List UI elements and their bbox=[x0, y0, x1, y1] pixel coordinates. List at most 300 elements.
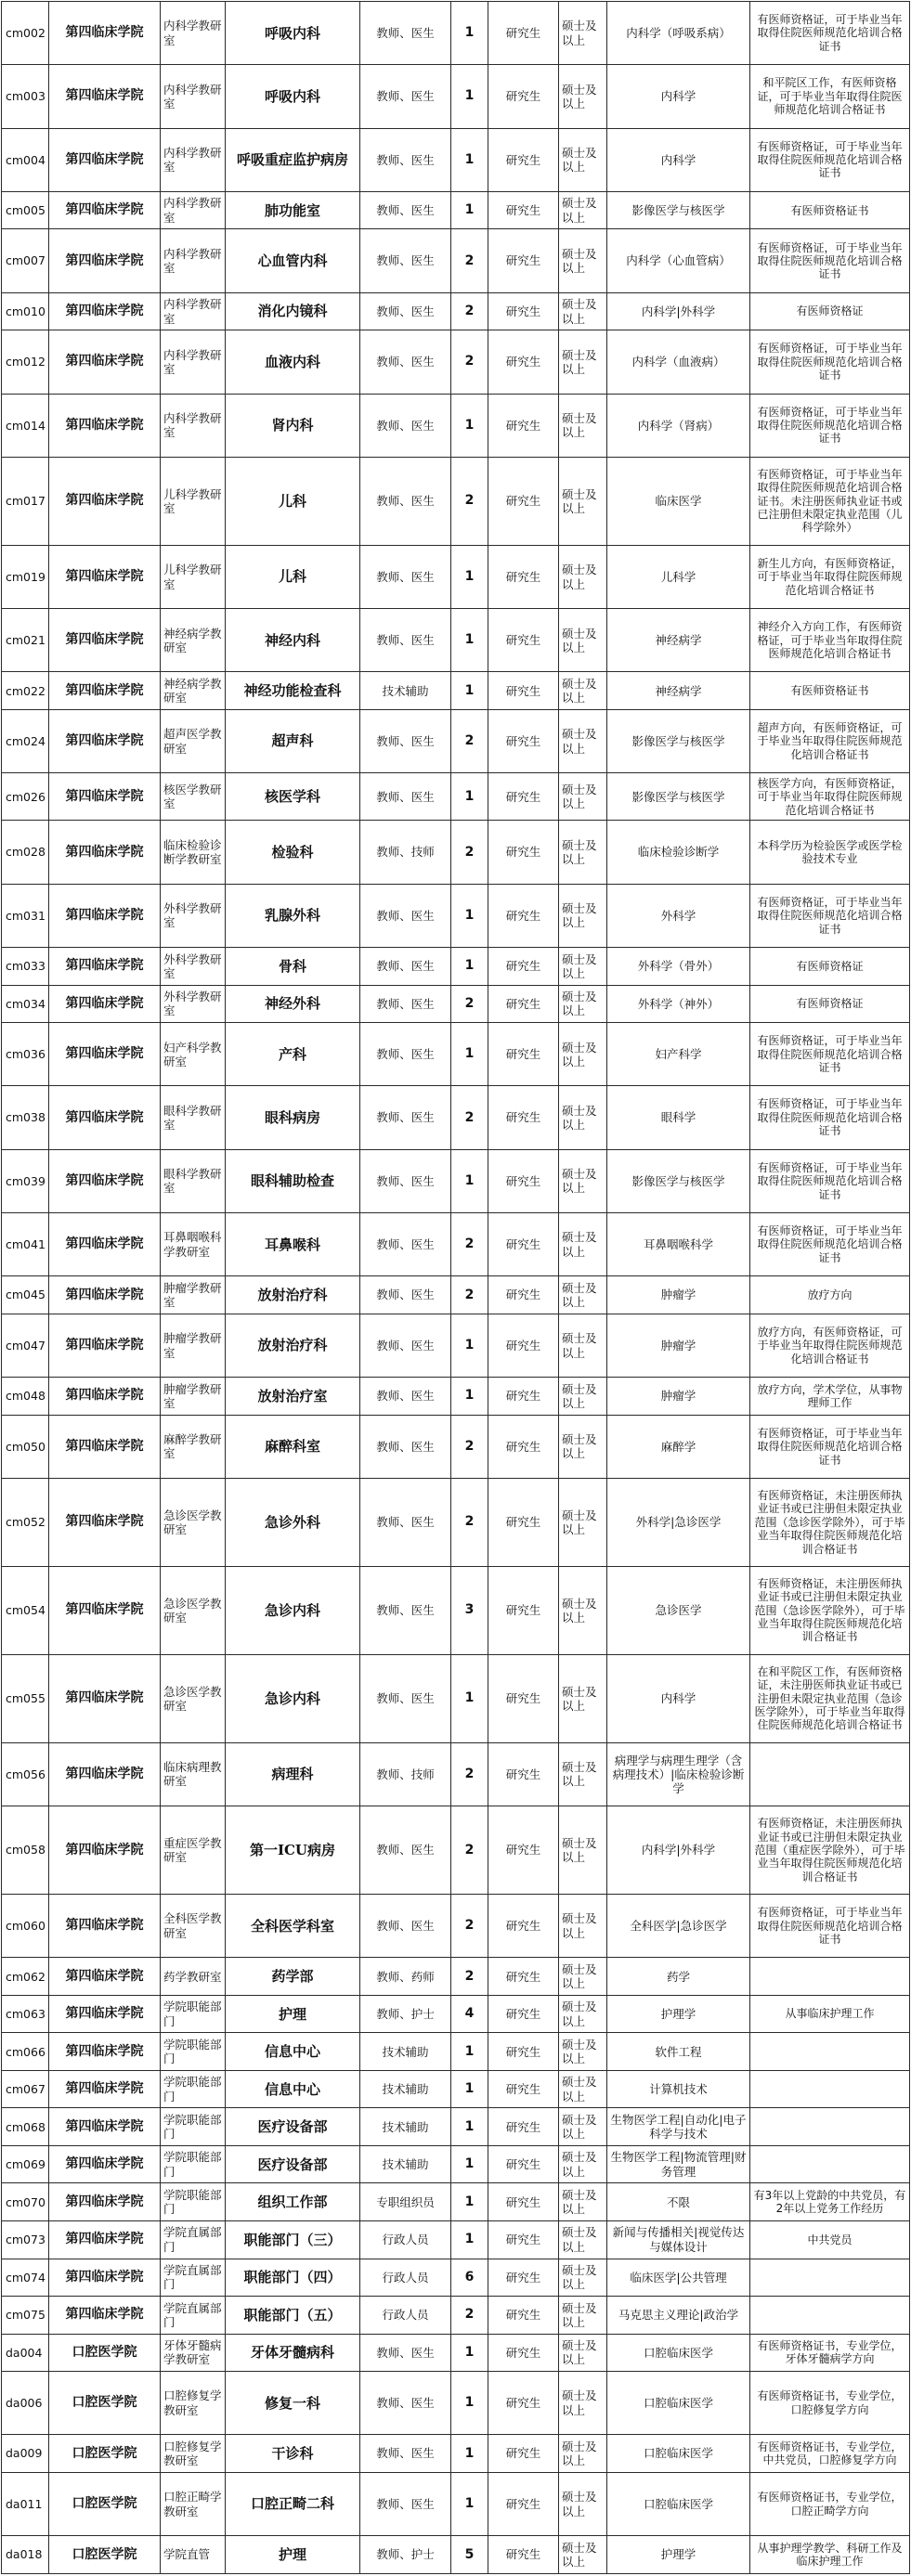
row-headcount: 2 bbox=[451, 1806, 488, 1895]
row-code: cm060 bbox=[2, 1895, 49, 1958]
row-college: 第四临床学院 bbox=[49, 330, 161, 394]
table-row bbox=[2, 292, 910, 330]
row-education: 研究生 bbox=[488, 672, 559, 710]
row-code: cm033 bbox=[2, 948, 49, 986]
row-code: da004 bbox=[2, 2334, 49, 2372]
table-row bbox=[2, 2297, 910, 2335]
row-major: 护理学 bbox=[607, 2536, 750, 2574]
row-degree: 硕士及以上 bbox=[559, 1086, 607, 1149]
row-education: 研究生 bbox=[488, 2297, 559, 2335]
row-department: 外科学教研室 bbox=[161, 985, 226, 1023]
row-education: 研究生 bbox=[488, 1023, 559, 1086]
row-requirement: 有医师资格证，可于毕业当年取得住院医师规范化培训合格证书 bbox=[750, 884, 910, 947]
row-requirement: 有医师资格证，可于毕业当年取得住院医师规范化培训合格证书 bbox=[750, 1895, 910, 1958]
row-major: 内科学（肾病） bbox=[607, 394, 750, 457]
row-major: 生物医学工程|自动化|电子科学与技术 bbox=[607, 2108, 750, 2146]
row-headcount: 1 bbox=[451, 884, 488, 947]
row-headcount: 2 bbox=[451, 1895, 488, 1958]
row-education: 研究生 bbox=[488, 2259, 559, 2297]
row-major: 肿瘤学 bbox=[607, 1314, 750, 1377]
row-position-type: 教师、医生 bbox=[360, 1654, 451, 1742]
row-college: 口腔医学院 bbox=[49, 2334, 161, 2372]
table-row bbox=[2, 985, 910, 1023]
row-education: 研究生 bbox=[488, 128, 559, 191]
row-position-type: 教师、医生 bbox=[360, 330, 451, 394]
row-college: 第四临床学院 bbox=[49, 128, 161, 191]
row-major: 眼科学 bbox=[607, 1086, 750, 1149]
row-major: 内科学（血液病） bbox=[607, 330, 750, 394]
row-education: 研究生 bbox=[488, 1566, 559, 1654]
row-major: 影像医学与核医学 bbox=[607, 191, 750, 229]
row-major: 护理学 bbox=[607, 1995, 750, 2033]
row-major: 麻醉学 bbox=[607, 1415, 750, 1478]
row-education: 研究生 bbox=[488, 1314, 559, 1377]
row-headcount: 1 bbox=[451, 1378, 488, 1416]
row-education: 研究生 bbox=[488, 65, 559, 128]
row-requirement: 有医师资格证，可于毕业当年取得住院医师规范化培训合格证书 bbox=[750, 2, 910, 65]
table-row bbox=[2, 1314, 910, 1377]
row-education: 研究生 bbox=[488, 394, 559, 457]
row-major: 内科学（呼吸系病） bbox=[607, 2, 750, 65]
row-college: 第四临床学院 bbox=[49, 1086, 161, 1149]
row-department: 学院直管 bbox=[161, 2536, 226, 2574]
row-major: 新闻与传播相关|视觉传达与媒体设计 bbox=[607, 2220, 750, 2259]
row-post: 儿科 bbox=[226, 457, 360, 545]
row-college: 第四临床学院 bbox=[49, 2183, 161, 2221]
row-requirement: 核医学方向，有医师资格证，可于毕业当年取得住院医师规范化培训合格证书 bbox=[750, 773, 910, 821]
row-post: 第一ICU病房 bbox=[226, 1806, 360, 1895]
row-headcount: 2 bbox=[451, 1479, 488, 1567]
row-position-type: 教师、医生 bbox=[360, 191, 451, 229]
row-post: 呼吸重症监护病房 bbox=[226, 128, 360, 191]
row-department: 口腔修复学教研室 bbox=[161, 2435, 226, 2473]
row-post: 呼吸内科 bbox=[226, 2, 360, 65]
row-major: 临床医学|公共管理 bbox=[607, 2259, 750, 2297]
row-department: 急诊医学教研室 bbox=[161, 1479, 226, 1567]
row-code: cm010 bbox=[2, 292, 49, 330]
row-position-type: 教师、护士 bbox=[360, 2536, 451, 2574]
table-row bbox=[2, 2259, 910, 2297]
row-college: 第四临床学院 bbox=[49, 545, 161, 608]
row-degree: 硕士及以上 bbox=[559, 2372, 607, 2435]
row-degree: 硕士及以上 bbox=[559, 1479, 607, 1567]
row-requirement: 有医师资格证，可于毕业当年取得住院医师规范化培训合格证书 bbox=[750, 1149, 910, 1212]
row-position-type: 教师、医生 bbox=[360, 229, 451, 292]
row-degree: 硕士及以上 bbox=[559, 2472, 607, 2535]
row-position-type: 技术辅助 bbox=[360, 2070, 451, 2108]
row-position-type: 教师、医生 bbox=[360, 2, 451, 65]
row-degree: 硕士及以上 bbox=[559, 229, 607, 292]
row-code: cm052 bbox=[2, 1479, 49, 1567]
row-degree: 硕士及以上 bbox=[559, 1023, 607, 1086]
row-headcount: 1 bbox=[451, 609, 488, 672]
row-degree: 硕士及以上 bbox=[559, 2297, 607, 2335]
row-post: 超声科 bbox=[226, 709, 360, 772]
row-position-type: 教师、技师 bbox=[360, 1742, 451, 1806]
row-post: 职能部门（三） bbox=[226, 2220, 360, 2259]
row-major: 计算机技术 bbox=[607, 2070, 750, 2108]
row-major: 影像医学与核医学 bbox=[607, 773, 750, 821]
row-college: 第四临床学院 bbox=[49, 1654, 161, 1742]
row-position-type: 教师、医生 bbox=[360, 773, 451, 821]
row-college: 第四临床学院 bbox=[49, 1895, 161, 1958]
row-department: 口腔正畸学教研室 bbox=[161, 2472, 226, 2535]
row-major: 外科学 bbox=[607, 884, 750, 947]
row-degree: 硕士及以上 bbox=[559, 2536, 607, 2574]
row-education: 研究生 bbox=[488, 2472, 559, 2535]
row-department: 外科学教研室 bbox=[161, 948, 226, 986]
table-row bbox=[2, 1213, 910, 1276]
row-position-type: 教师、医生 bbox=[360, 2435, 451, 2473]
row-degree: 硕士及以上 bbox=[559, 884, 607, 947]
row-post: 急诊外科 bbox=[226, 1479, 360, 1567]
row-headcount: 1 bbox=[451, 2, 488, 65]
row-requirement: 放疗方向，有医师资格证，可于毕业当年取得住院医师规范化培训合格证书 bbox=[750, 1314, 910, 1377]
row-major: 全科医学|急诊医学 bbox=[607, 1895, 750, 1958]
row-headcount: 2 bbox=[451, 1276, 488, 1314]
row-position-type: 教师、医生 bbox=[360, 1314, 451, 1377]
row-headcount: 2 bbox=[451, 1958, 488, 1996]
row-position-type: 行政人员 bbox=[360, 2220, 451, 2259]
row-college: 第四临床学院 bbox=[49, 1378, 161, 1416]
row-college: 口腔医学院 bbox=[49, 2472, 161, 2535]
row-department: 学院直属部门 bbox=[161, 2259, 226, 2297]
row-college: 第四临床学院 bbox=[49, 65, 161, 128]
row-department: 口腔修复学教研室 bbox=[161, 2372, 226, 2435]
row-major: 妇产科学 bbox=[607, 1023, 750, 1086]
table-row bbox=[2, 2472, 910, 2535]
row-degree: 硕士及以上 bbox=[559, 1895, 607, 1958]
row-code: cm058 bbox=[2, 1806, 49, 1895]
row-department: 学院直属部门 bbox=[161, 2297, 226, 2335]
row-post: 检验科 bbox=[226, 821, 360, 884]
row-post: 放射治疗室 bbox=[226, 1378, 360, 1416]
row-requirement: 在和平院区工作，有医师资格证，未注册医师执业证书或已注册但未限定执业范围（急诊医学除外），可于毕业当年取得住院医师规范化培训合格证书 bbox=[750, 1654, 910, 1742]
row-requirement: 有医师资格证，未注册医师执业证书或已注册但未限定执业范围（急诊医学除外），可于毕业当年取得住院医师规范化培训合格证书 bbox=[750, 1566, 910, 1654]
row-code: cm055 bbox=[2, 1654, 49, 1742]
row-post: 心血管内科 bbox=[226, 229, 360, 292]
row-code: cm062 bbox=[2, 1958, 49, 1996]
row-degree: 硕士及以上 bbox=[559, 985, 607, 1023]
row-requirement: 有医师资格证，可于毕业当年取得住院医师规范化培训合格证书 bbox=[750, 1415, 910, 1478]
row-requirement bbox=[750, 2070, 910, 2108]
row-post: 组织工作部 bbox=[226, 2183, 360, 2221]
row-education: 研究生 bbox=[488, 1213, 559, 1276]
table-row bbox=[2, 1806, 910, 1895]
row-requirement: 从事护理学教学、科研工作及临床护理工作 bbox=[750, 2536, 910, 2574]
row-position-type: 教师、医生 bbox=[360, 545, 451, 608]
row-degree: 硕士及以上 bbox=[559, 2334, 607, 2372]
row-code: cm048 bbox=[2, 1378, 49, 1416]
row-headcount: 6 bbox=[451, 2259, 488, 2297]
row-degree: 硕士及以上 bbox=[559, 2183, 607, 2221]
row-education: 研究生 bbox=[488, 2183, 559, 2221]
row-department: 眼科学教研室 bbox=[161, 1149, 226, 1212]
table-row bbox=[2, 1479, 910, 1567]
row-degree: 硕士及以上 bbox=[559, 128, 607, 191]
row-headcount: 1 bbox=[451, 65, 488, 128]
row-education: 研究生 bbox=[488, 709, 559, 772]
row-department: 内科学教研室 bbox=[161, 65, 226, 128]
row-department: 神经病学教研室 bbox=[161, 609, 226, 672]
table-row bbox=[2, 1276, 910, 1314]
row-code: cm003 bbox=[2, 65, 49, 128]
row-post: 眼科辅助检查 bbox=[226, 1149, 360, 1212]
row-code: cm036 bbox=[2, 1023, 49, 1086]
row-college: 第四临床学院 bbox=[49, 1213, 161, 1276]
row-education: 研究生 bbox=[488, 2334, 559, 2372]
row-major: 内科学 bbox=[607, 65, 750, 128]
row-major: 神经病学 bbox=[607, 609, 750, 672]
table-row bbox=[2, 394, 910, 457]
table-row bbox=[2, 609, 910, 672]
row-college: 第四临床学院 bbox=[49, 394, 161, 457]
row-requirement: 有医师资格证 bbox=[750, 292, 910, 330]
row-education: 研究生 bbox=[488, 1654, 559, 1742]
row-requirement: 和平院区工作，有医师资格证，可于毕业当年取得住院医师规范化培训合格证书 bbox=[750, 65, 910, 128]
row-major: 外科学|急诊医学 bbox=[607, 1479, 750, 1567]
row-department: 儿科学教研室 bbox=[161, 457, 226, 545]
row-post: 放射治疗科 bbox=[226, 1276, 360, 1314]
row-position-type: 教师、医生 bbox=[360, 1378, 451, 1416]
row-code: cm026 bbox=[2, 773, 49, 821]
row-headcount: 1 bbox=[451, 1149, 488, 1212]
row-college: 口腔医学院 bbox=[49, 2435, 161, 2473]
row-major: 内科学 bbox=[607, 1654, 750, 1742]
row-post: 神经外科 bbox=[226, 985, 360, 1023]
row-position-type: 技术辅助 bbox=[360, 672, 451, 710]
row-degree: 硕士及以上 bbox=[559, 1566, 607, 1654]
row-requirement: 有医师资格证书 bbox=[750, 191, 910, 229]
row-post: 麻醉科室 bbox=[226, 1415, 360, 1478]
row-department: 儿科学教研室 bbox=[161, 545, 226, 608]
row-college: 第四临床学院 bbox=[49, 292, 161, 330]
row-degree: 硕士及以上 bbox=[559, 1149, 607, 1212]
table-row bbox=[2, 2183, 910, 2221]
row-code: cm074 bbox=[2, 2259, 49, 2297]
row-code: da018 bbox=[2, 2536, 49, 2574]
row-degree: 硕士及以上 bbox=[559, 191, 607, 229]
row-degree: 硕士及以上 bbox=[559, 821, 607, 884]
row-education: 研究生 bbox=[488, 2220, 559, 2259]
row-position-type: 教师、医生 bbox=[360, 1086, 451, 1149]
row-college: 第四临床学院 bbox=[49, 2, 161, 65]
row-requirement: 超声方向，有医师资格证，可于毕业当年取得住院医师规范化培训合格证书 bbox=[750, 709, 910, 772]
row-requirement: 放疗方向 bbox=[750, 1276, 910, 1314]
row-department: 耳鼻咽喉科学教研室 bbox=[161, 1213, 226, 1276]
row-headcount: 1 bbox=[451, 545, 488, 608]
row-department: 内科学教研室 bbox=[161, 128, 226, 191]
row-headcount: 1 bbox=[451, 128, 488, 191]
row-degree: 硕士及以上 bbox=[559, 2108, 607, 2146]
table-row bbox=[2, 1086, 910, 1149]
table-row bbox=[2, 2033, 910, 2071]
row-code: da009 bbox=[2, 2435, 49, 2473]
row-code: cm069 bbox=[2, 2145, 49, 2183]
row-post: 消化内镜科 bbox=[226, 292, 360, 330]
row-degree: 硕士及以上 bbox=[559, 330, 607, 394]
row-headcount: 2 bbox=[451, 1086, 488, 1149]
table-row bbox=[2, 773, 910, 821]
row-college: 第四临床学院 bbox=[49, 229, 161, 292]
row-department: 急诊医学教研室 bbox=[161, 1566, 226, 1654]
row-requirement: 有医师资格证书，专业学位，中共党员，口腔修复学方向 bbox=[750, 2435, 910, 2473]
row-post: 儿科 bbox=[226, 545, 360, 608]
row-code: cm012 bbox=[2, 330, 49, 394]
row-position-type: 教师、医生 bbox=[360, 1149, 451, 1212]
row-post: 牙体牙髓病科 bbox=[226, 2334, 360, 2372]
row-degree: 硕士及以上 bbox=[559, 1213, 607, 1276]
row-code: cm017 bbox=[2, 457, 49, 545]
row-post: 信息中心 bbox=[226, 2070, 360, 2108]
row-major: 口腔临床医学 bbox=[607, 2435, 750, 2473]
row-post: 产科 bbox=[226, 1023, 360, 1086]
row-position-type: 教师、医生 bbox=[360, 709, 451, 772]
table-row bbox=[2, 128, 910, 191]
row-department: 超声医学教研室 bbox=[161, 709, 226, 772]
row-major: 外科学（骨外） bbox=[607, 948, 750, 986]
row-headcount: 1 bbox=[451, 2108, 488, 2146]
row-code: cm038 bbox=[2, 1086, 49, 1149]
row-headcount: 1 bbox=[451, 1654, 488, 1742]
row-code: cm005 bbox=[2, 191, 49, 229]
row-department: 临床检验诊断学教研室 bbox=[161, 821, 226, 884]
row-department: 全科医学教研室 bbox=[161, 1895, 226, 1958]
table-row bbox=[2, 545, 910, 608]
row-degree: 硕士及以上 bbox=[559, 948, 607, 986]
row-headcount: 1 bbox=[451, 2220, 488, 2259]
row-department: 学院职能部门 bbox=[161, 2183, 226, 2221]
row-college: 口腔医学院 bbox=[49, 2372, 161, 2435]
row-post: 病理科 bbox=[226, 1742, 360, 1806]
row-college: 第四临床学院 bbox=[49, 1023, 161, 1086]
row-code: cm063 bbox=[2, 1995, 49, 2033]
row-department: 核医学教研室 bbox=[161, 773, 226, 821]
table-row bbox=[2, 1995, 910, 2033]
row-requirement: 有医师资格证，可于毕业当年取得住院医师规范化培训合格证书 bbox=[750, 394, 910, 457]
row-position-type: 行政人员 bbox=[360, 2259, 451, 2297]
row-college: 第四临床学院 bbox=[49, 2033, 161, 2071]
row-degree: 硕士及以上 bbox=[559, 1958, 607, 1996]
row-major: 影像医学与核医学 bbox=[607, 1149, 750, 1212]
table-row bbox=[2, 2108, 910, 2146]
row-department: 外科学教研室 bbox=[161, 884, 226, 947]
row-department: 学院直属部门 bbox=[161, 2220, 226, 2259]
row-major: 口腔临床医学 bbox=[607, 2372, 750, 2435]
row-education: 研究生 bbox=[488, 191, 559, 229]
row-department: 学院职能部门 bbox=[161, 1995, 226, 2033]
row-education: 研究生 bbox=[488, 821, 559, 884]
table-row bbox=[2, 2, 910, 65]
row-post: 干诊科 bbox=[226, 2435, 360, 2473]
row-position-type: 教师、医生 bbox=[360, 1895, 451, 1958]
row-requirement: 有医师资格证，可于毕业当年取得住院医师规范化培训合格证书 bbox=[750, 1023, 910, 1086]
row-requirement bbox=[750, 2108, 910, 2146]
row-headcount: 1 bbox=[451, 1314, 488, 1377]
row-college: 第四临床学院 bbox=[49, 1958, 161, 1996]
row-degree: 硕士及以上 bbox=[559, 672, 607, 710]
row-post: 眼科病房 bbox=[226, 1086, 360, 1149]
row-requirement bbox=[750, 2259, 910, 2297]
row-headcount: 1 bbox=[451, 2372, 488, 2435]
row-education: 研究生 bbox=[488, 2, 559, 65]
row-education: 研究生 bbox=[488, 609, 559, 672]
row-headcount: 2 bbox=[451, 229, 488, 292]
row-headcount: 4 bbox=[451, 1995, 488, 2033]
row-department: 内科学教研室 bbox=[161, 292, 226, 330]
row-position-type: 教师、医生 bbox=[360, 2334, 451, 2372]
row-degree: 硕士及以上 bbox=[559, 2435, 607, 2473]
row-degree: 硕士及以上 bbox=[559, 292, 607, 330]
row-requirement bbox=[750, 2145, 910, 2183]
row-position-type: 教师、药师 bbox=[360, 1958, 451, 1996]
row-post: 职能部门（五） bbox=[226, 2297, 360, 2335]
row-education: 研究生 bbox=[488, 1806, 559, 1895]
row-department: 肿瘤学教研室 bbox=[161, 1378, 226, 1416]
row-degree: 硕士及以上 bbox=[559, 1276, 607, 1314]
row-post: 口腔正畸二科 bbox=[226, 2472, 360, 2535]
row-headcount: 3 bbox=[451, 1566, 488, 1654]
row-requirement bbox=[750, 1742, 910, 1806]
row-requirement: 有3年以上党龄的中共党员，有2年以上党务工作经历 bbox=[750, 2183, 910, 2221]
row-position-type: 教师、医生 bbox=[360, 1566, 451, 1654]
row-college: 第四临床学院 bbox=[49, 821, 161, 884]
row-college: 第四临床学院 bbox=[49, 1806, 161, 1895]
row-post: 肾内科 bbox=[226, 394, 360, 457]
row-education: 研究生 bbox=[488, 1958, 559, 1996]
table-row bbox=[2, 1378, 910, 1416]
row-degree: 硕士及以上 bbox=[559, 1378, 607, 1416]
row-code: cm014 bbox=[2, 394, 49, 457]
row-headcount: 1 bbox=[451, 672, 488, 710]
row-major: 马克思主义理论|政治学 bbox=[607, 2297, 750, 2335]
row-position-type: 技术辅助 bbox=[360, 2108, 451, 2146]
row-position-type: 教师、技师 bbox=[360, 821, 451, 884]
row-code: cm028 bbox=[2, 821, 49, 884]
row-college: 第四临床学院 bbox=[49, 2259, 161, 2297]
row-college: 第四临床学院 bbox=[49, 191, 161, 229]
row-college: 第四临床学院 bbox=[49, 709, 161, 772]
row-post: 骨科 bbox=[226, 948, 360, 986]
row-code: da011 bbox=[2, 2472, 49, 2535]
row-education: 研究生 bbox=[488, 545, 559, 608]
row-requirement: 神经介入方向工作，有医师资格证，可于毕业当年取得住院医师规范化培训合格证书 bbox=[750, 609, 910, 672]
table-row bbox=[2, 1895, 910, 1958]
row-code: cm075 bbox=[2, 2297, 49, 2335]
row-education: 研究生 bbox=[488, 884, 559, 947]
row-college: 第四临床学院 bbox=[49, 1415, 161, 1478]
row-position-type: 技术辅助 bbox=[360, 2033, 451, 2071]
row-headcount: 2 bbox=[451, 709, 488, 772]
row-position-type: 教师、医生 bbox=[360, 1213, 451, 1276]
row-post: 乳腺外科 bbox=[226, 884, 360, 947]
row-post: 神经内科 bbox=[226, 609, 360, 672]
row-education: 研究生 bbox=[488, 948, 559, 986]
row-major: 内科学（心血管病） bbox=[607, 229, 750, 292]
table-row bbox=[2, 330, 910, 394]
row-education: 研究生 bbox=[488, 292, 559, 330]
table-row bbox=[2, 1958, 910, 1996]
row-major: 内科学 bbox=[607, 128, 750, 191]
row-post: 耳鼻喉科 bbox=[226, 1213, 360, 1276]
table-row bbox=[2, 1149, 910, 1212]
table-row bbox=[2, 948, 910, 986]
row-requirement: 本科学历为检验医学或医学检验技术专业 bbox=[750, 821, 910, 884]
table-row bbox=[2, 191, 910, 229]
row-position-type: 教师、医生 bbox=[360, 2472, 451, 2535]
row-major: 内科学|外科学 bbox=[607, 292, 750, 330]
row-department: 重症医学教研室 bbox=[161, 1806, 226, 1895]
